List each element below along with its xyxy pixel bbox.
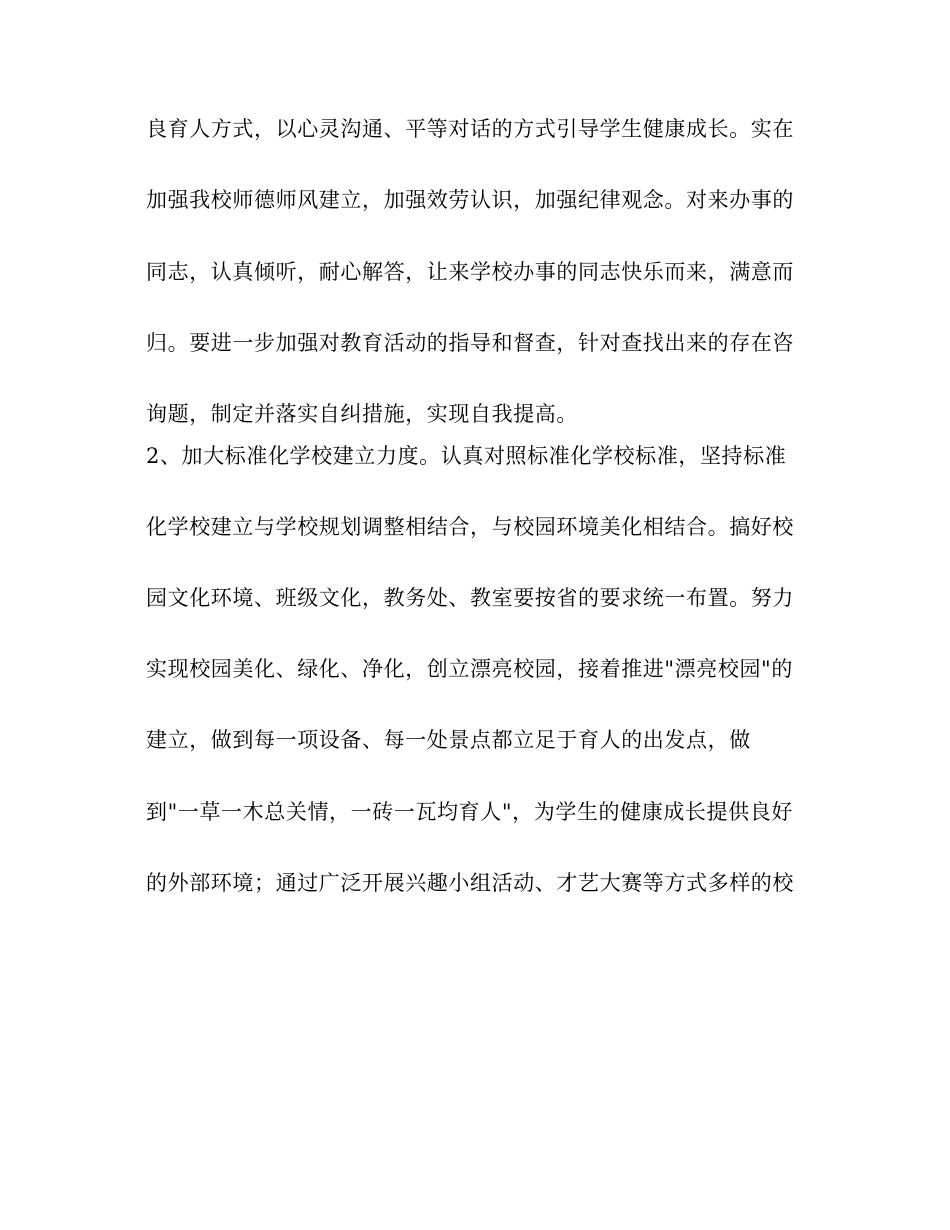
text-line: 良育人方式，以心灵沟通、平等对话的方式引导学生健康成长。实在 xyxy=(146,117,794,141)
text-line: 实现校园美化、绿化、净化，创立漂亮校园，接着推进"漂亮校园"的 xyxy=(146,657,793,681)
text-line: 2、加大标准化学校建立力度。认真对照标准化学校标准，坚持标准 xyxy=(146,444,787,468)
text-line: 同志，认真倾听，耐心解答，让来学校办事的同志快乐而来，满意而 xyxy=(146,260,794,284)
text-line: 化学校建立与学校规划调整相结合，与校园环境美化相结合。搞好校 xyxy=(146,515,794,539)
text-line: 加强我校师德师风建立，加强效劳认识，加强纪律观念。对来办事的 xyxy=(146,188,794,212)
text-line: 园文化环境、班级文化，教务处、教室要按省的要求统一布置。努力 xyxy=(146,586,794,610)
text-line: 归。要进一步加强对教育活动的指导和督查，针对查找出来的存在咨 xyxy=(146,331,794,355)
text-line: 建立，做到每一项设备、每一处景点都立足于育人的出发点，做 xyxy=(146,728,751,752)
text-line: 到"一草一木总关情，一砖一瓦均育人"，为学生的健康成长提供良好 xyxy=(146,800,793,824)
text-line: 询题，制定并落实自纠措施，实现自我提高。 xyxy=(146,402,578,426)
text-line: 的外部环境；通过广泛开展兴趣小组活动、才艺大赛等方式多样的校 xyxy=(146,871,794,895)
